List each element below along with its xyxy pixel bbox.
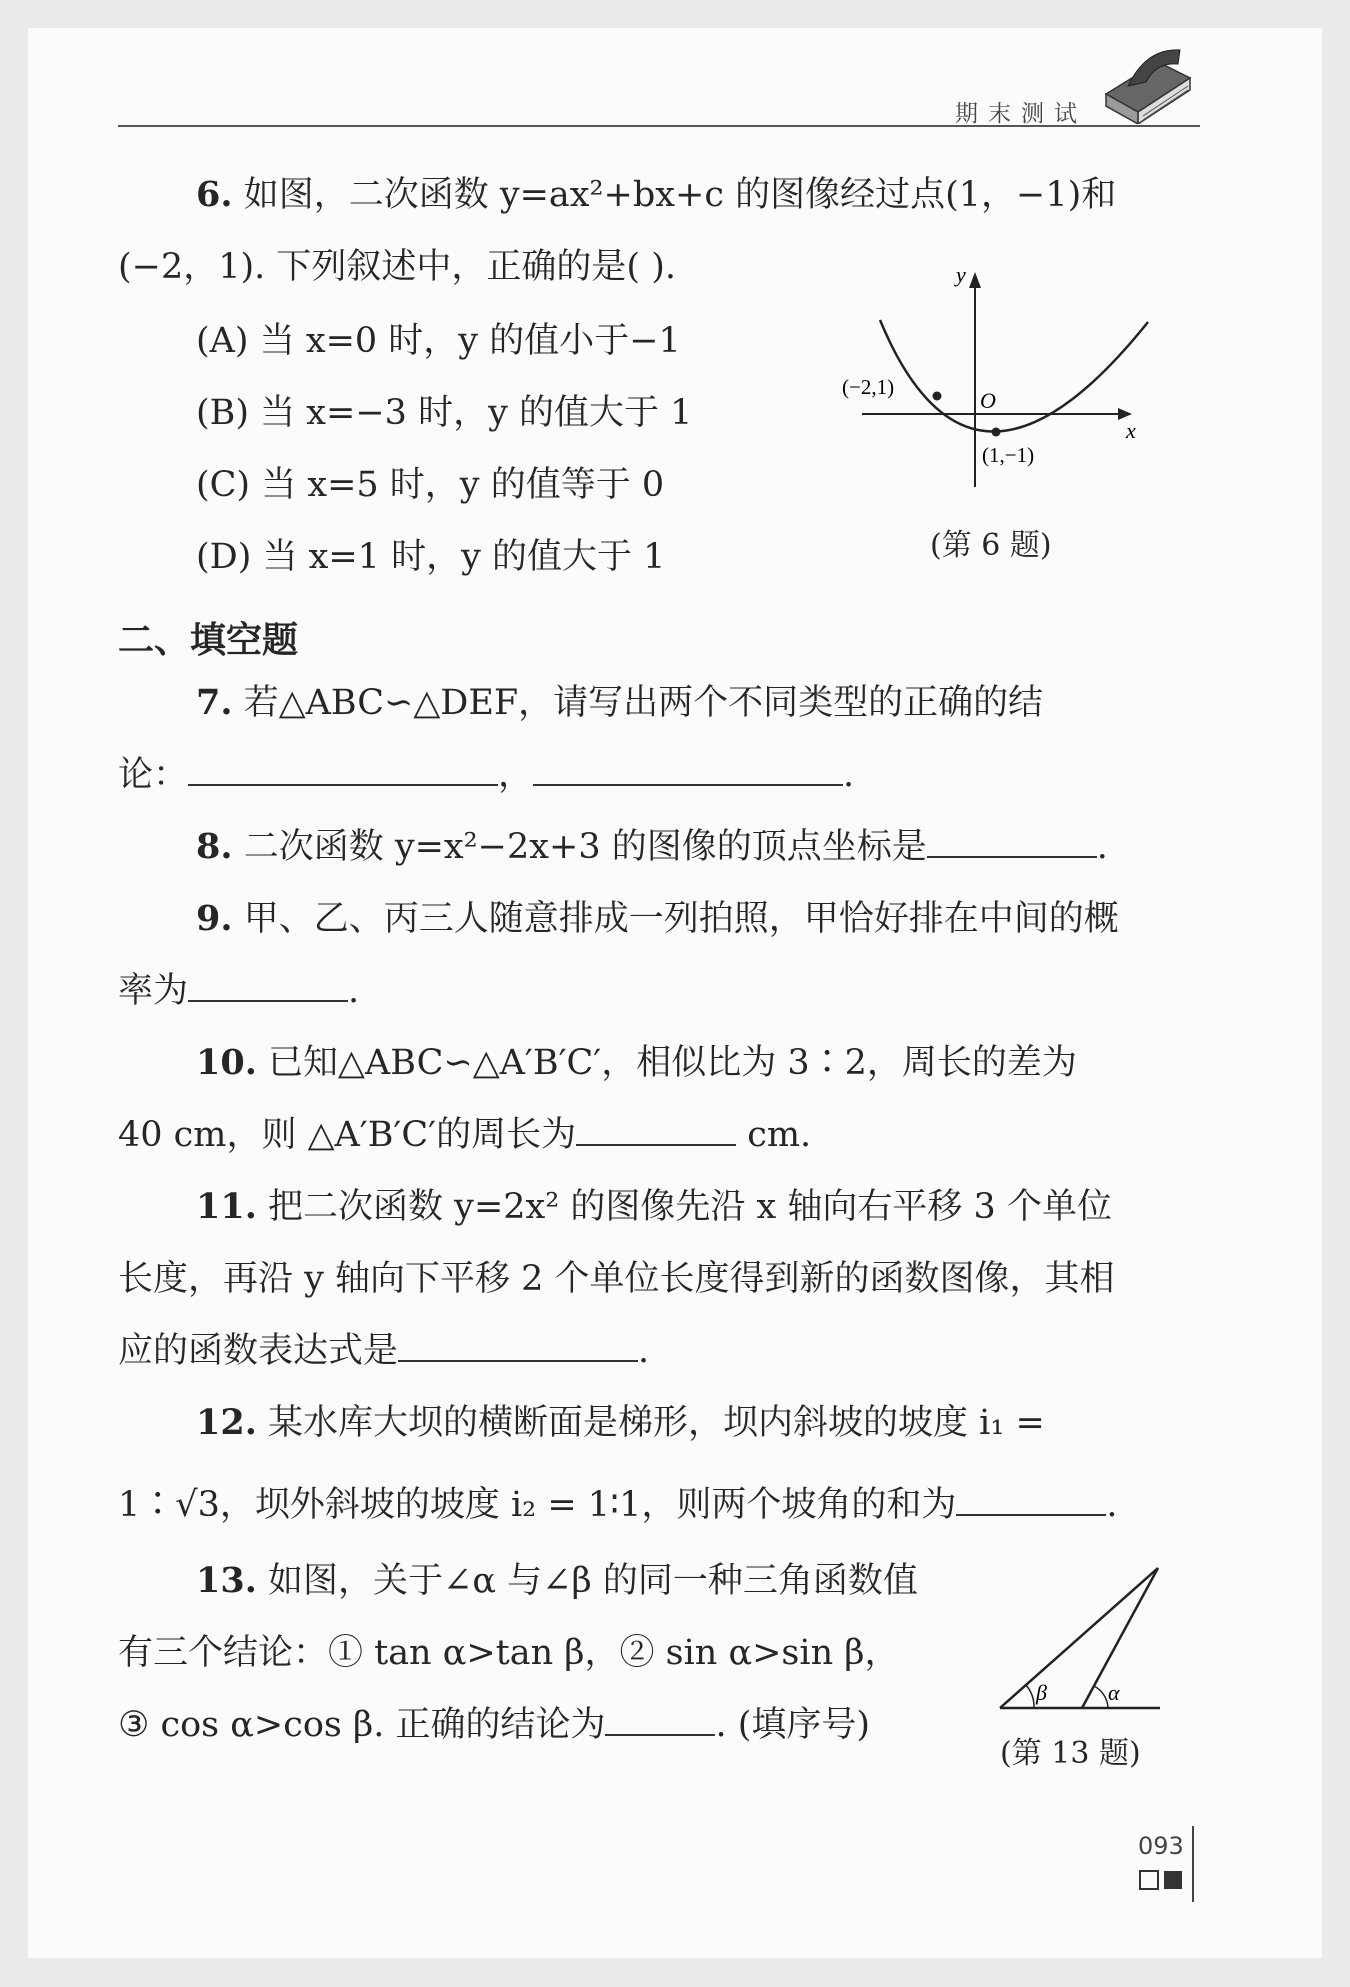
q13-blank[interactable]: [605, 1706, 715, 1736]
q7-line2: [118, 756, 854, 795]
q7-stem-1: 若△ABC∽△DEF，请写出两个不同类型的正确的结: [243, 683, 1044, 723]
book-icon: [1098, 42, 1198, 124]
q10-stem-2: 40 cm，则 △A′B′C′的周长为: [118, 1115, 577, 1155]
q8-line: [196, 828, 1108, 867]
q12-blank[interactable]: [956, 1486, 1106, 1516]
header-rule: [118, 125, 1200, 127]
q10-blank[interactable]: [576, 1116, 736, 1146]
q6-option-c: (C) 当 x=5 时，y 的值等于 0: [196, 465, 665, 505]
q9-stem-1: 甲、乙、丙三人随意排成一列拍照，甲恰好排在中间的概: [243, 899, 1119, 939]
point-neg2-1: [933, 392, 942, 401]
q13-line3: [118, 1706, 870, 1745]
q12-end: .: [1106, 1485, 1118, 1525]
q6-stem-1: 如图，二次函数 y=ax²+bx+c 的图像经过点(1，−1)和: [243, 175, 1117, 215]
q6-option-d: (D) 当 x=1 时，y 的值大于 1: [196, 537, 666, 577]
q13-stem-1: 如图，关于∠α 与∠β 的同一种三角函数值: [268, 1561, 918, 1601]
q7-stem-2: 论：: [118, 755, 189, 795]
q11-stem-2: 长度，再沿 y 轴向下平移 2 个单位长度得到新的函数图像，其相: [118, 1259, 1115, 1299]
q9-line2: [118, 972, 359, 1011]
alpha-side: [1082, 1568, 1158, 1708]
q6-stem-2: (−2，1). 下列叙述中，正确的是( ).: [118, 247, 676, 287]
q6-number: 6.: [196, 174, 233, 215]
footer-rule: [1192, 1826, 1194, 1902]
q7-line1: [196, 684, 1043, 723]
q12-stem-1: 某水库大坝的横断面是梯形，坝内斜坡的坡度 i₁ =: [268, 1403, 1045, 1443]
q10-line1: [196, 1044, 1077, 1083]
q13-stem-3: ③ cos α>cos β. 正确的结论为: [118, 1705, 606, 1745]
q9-number: 9.: [196, 898, 233, 939]
q10-stem-1: 已知△ABC∽△A′B′C′，相似比为 3∶2，周长的差为: [268, 1043, 1077, 1083]
q8-number: 8.: [196, 826, 233, 867]
running-head: 期末测试: [955, 101, 1087, 127]
section-title: 二、填空题: [118, 620, 299, 661]
point-label-1-neg1: (1,−1): [982, 443, 1035, 467]
q11-stem-3: 应的函数表达式是: [118, 1331, 399, 1371]
q9-stem-2: 率为: [118, 971, 189, 1011]
origin-label: O: [980, 388, 996, 413]
point-label-neg2-1: (−2,1): [842, 375, 895, 399]
y-axis-label: y: [956, 262, 966, 287]
q9-blank[interactable]: [188, 972, 348, 1002]
alpha-label: α: [1108, 1680, 1120, 1705]
q7-separator: ，: [498, 755, 534, 795]
q11-blank[interactable]: [398, 1332, 638, 1362]
q12-number: 12.: [196, 1402, 257, 1443]
q10-number: 10.: [196, 1042, 257, 1083]
q8-end: .: [1096, 827, 1108, 867]
page-number: 093: [1138, 1832, 1184, 1860]
q8-stem: 二次函数 y=x²−2x+3 的图像的顶点坐标是: [243, 827, 927, 867]
q13-stem-2: 有三个结论：① tan α>tan β，② sin α>sin β，: [118, 1633, 900, 1673]
y-axis-arrow: [969, 272, 981, 288]
q12-stem-2: 1∶√3，坝外斜坡的坡度 i₂ = 1∶1，则两个坡角的和为: [118, 1485, 957, 1525]
q6-line1: [196, 176, 1116, 215]
beta-side: [1000, 1568, 1158, 1708]
q8-blank[interactable]: [927, 828, 1097, 858]
q10-unit: cm.: [747, 1115, 812, 1155]
q9-line1: [196, 900, 1119, 939]
q13-suffix: . (填序号): [715, 1705, 871, 1745]
page-square-icons: [1138, 1868, 1188, 1894]
point-1-neg1: [992, 428, 1001, 437]
q6-figure-caption: (第 6 题): [930, 528, 1052, 563]
q13-line1: [196, 1562, 918, 1601]
q9-end: .: [348, 971, 360, 1011]
beta-arc: [1026, 1685, 1034, 1708]
beta-label: β: [1036, 1680, 1047, 1705]
q7-end: .: [843, 755, 855, 795]
q11-end: .: [638, 1331, 650, 1371]
q6-option-a: (A) 当 x=0 时，y 的值小于−1: [196, 321, 681, 361]
q11-line1: [196, 1188, 1112, 1227]
q13-figure-caption: (第 13 题): [1000, 1736, 1141, 1771]
q6-parabola-figure: [830, 262, 1150, 502]
q11-stem-1: 把二次函数 y=2x² 的图像先沿 x 轴向右平移 3 个单位: [268, 1187, 1112, 1227]
q10-line2: [118, 1116, 811, 1155]
q11-line3: [118, 1332, 649, 1371]
q7-blank-1[interactable]: [188, 756, 498, 786]
x-axis-label: x: [1126, 418, 1136, 443]
q13-triangle-figure: [990, 1560, 1170, 1720]
q12-line1: [196, 1404, 1045, 1443]
q12-line2: [118, 1486, 1118, 1525]
alpha-arc: [1094, 1686, 1108, 1708]
q7-number: 7.: [196, 682, 233, 723]
q11-number: 11.: [196, 1186, 257, 1227]
q13-number: 13.: [196, 1560, 257, 1601]
q7-blank-2[interactable]: [533, 756, 843, 786]
q6-option-b: (B) 当 x=−3 时，y 的值大于 1: [196, 393, 693, 433]
